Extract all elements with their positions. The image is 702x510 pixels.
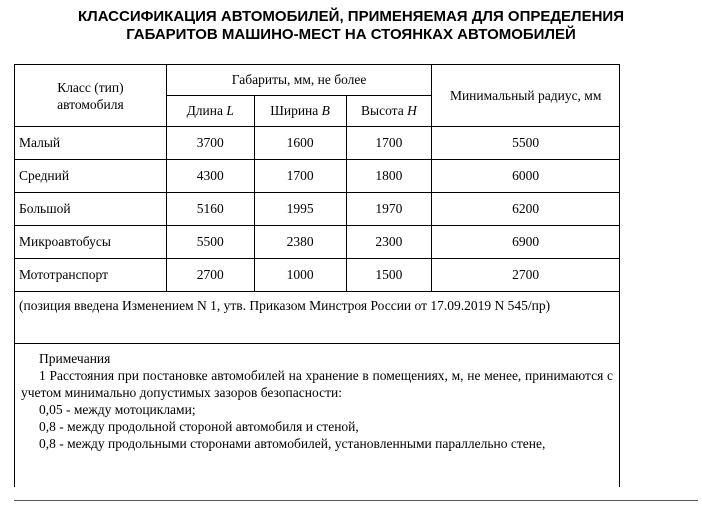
table-row [15, 226, 620, 259]
header-length-label: Длина [186, 103, 227, 118]
row-radius: 6900 [432, 226, 620, 259]
title-line-2: ГАБАРИТОВ МАШИНО-МЕСТ НА СТОЯНКАХ АВТОМОБИЛЕЙ [126, 26, 576, 43]
notes-line-motorcycles: 0,05 - между мотоциклами; [39, 402, 196, 417]
row-class-name: Большой [15, 193, 167, 226]
row-length: 2700 [166, 259, 254, 292]
notes-item-1: 1 Расстояния при постановке автомобилей на хранение в помещениях, м, не менее, принимаются с учетом минимально допустимых зазоров безопасности: [21, 368, 613, 400]
notes-row [15, 344, 620, 491]
row-radius: 2700 [432, 259, 620, 292]
row-length: 4300 [166, 160, 254, 193]
row-length: 5500 [166, 226, 254, 259]
row-class-name: Мототранспорт [15, 259, 167, 292]
header-dimensions: Габариты, мм, не более [166, 65, 432, 96]
amendment-note: (позиция введена Изменением N 1, утв. Приказом Минстроя России от 17.09.2019 N 545/пр) [15, 292, 620, 344]
notes-line-wall: 0,8 - между продольной стороной автомобиля и стеной, [39, 419, 359, 434]
row-width: 1700 [254, 160, 346, 193]
amendment-row [15, 292, 620, 344]
vehicle-classification-table [14, 64, 620, 491]
row-class-name: Микроавтобусы [15, 226, 167, 259]
table-row [15, 127, 620, 160]
row-length: 5160 [166, 193, 254, 226]
row-height: 1800 [346, 160, 432, 193]
table-row [15, 193, 620, 226]
table-row [15, 259, 620, 292]
row-height: 2300 [346, 226, 432, 259]
notes-line-parallel: 0,8 - между продольными сторонами автомобилей, установленными параллельно стене, [39, 436, 546, 451]
page-cut-mask [14, 487, 620, 501]
header-length [166, 96, 254, 127]
header-width-label: Ширина [270, 103, 322, 118]
document-title [0, 8, 702, 44]
notes-block [21, 350, 613, 488]
row-class-name: Малый [15, 127, 167, 160]
row-height: 1970 [346, 193, 432, 226]
header-class-type: Класс (тип) автомобиля [15, 65, 167, 127]
row-width: 2380 [254, 226, 346, 259]
header-height [346, 96, 432, 127]
notes-cell [15, 344, 620, 491]
row-radius: 5500 [432, 127, 620, 160]
header-width [254, 96, 346, 127]
page-bottom-rule [14, 500, 698, 501]
notes-heading: Примечания [39, 351, 111, 366]
header-length-symbol: L [226, 103, 234, 118]
row-width: 1600 [254, 127, 346, 160]
row-radius: 6200 [432, 193, 620, 226]
row-height: 1500 [346, 259, 432, 292]
row-width: 1000 [254, 259, 346, 292]
row-height: 1700 [346, 127, 432, 160]
title-line-1: КЛАССИФИКАЦИЯ АВТОМОБИЛЕЙ, ПРИМЕНЯЕМАЯ ДЛЯ ОПРЕДЕЛЕНИЯ [78, 8, 624, 25]
row-radius: 6000 [432, 160, 620, 193]
table-row [15, 160, 620, 193]
header-width-symbol: B [321, 103, 330, 118]
header-height-symbol: H [407, 103, 417, 118]
header-min-radius: Минимальный радиус, мм [432, 65, 620, 127]
header-height-label: Высота [361, 103, 408, 118]
row-width: 1995 [254, 193, 346, 226]
row-class-name: Средний [15, 160, 167, 193]
row-length: 3700 [166, 127, 254, 160]
